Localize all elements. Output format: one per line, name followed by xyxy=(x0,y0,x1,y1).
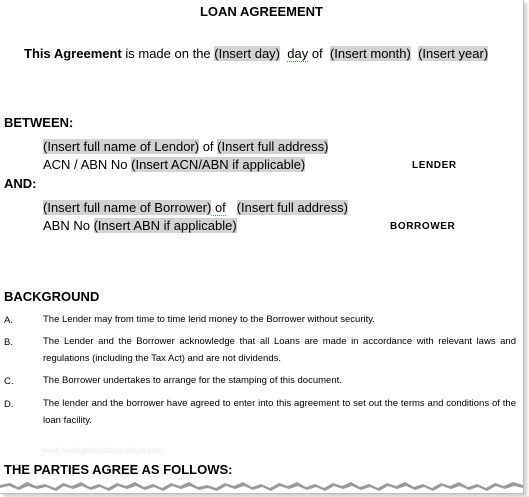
borrower-of-word: of xyxy=(211,200,226,215)
and-heading: AND: xyxy=(4,176,37,191)
item-text-b: The Lender and the Borrower acknowledge that all Loans are made in accordance with relevant laws and regulations (including the Tax Act) and are not dividends. xyxy=(43,336,516,364)
lender-id-label: ACN / ABN No xyxy=(43,157,132,172)
agreement-date-line xyxy=(24,46,488,61)
between-heading: BETWEEN: xyxy=(4,115,74,130)
agreement-lead-text: is made on the xyxy=(121,46,215,61)
torn-edge xyxy=(0,476,523,493)
item-text-d: The lender and the borrower have agreed to enter into this agreement to set out the terms and conditions of the loan facility. xyxy=(43,398,516,426)
borrower-address-placeholder[interactable]: (Insert full address) xyxy=(236,200,348,215)
lender-of-word: of xyxy=(199,139,218,154)
lender-role-label: LENDER xyxy=(412,160,457,171)
agreement-lead: This Agreement xyxy=(24,46,122,61)
item-letter-c: C. xyxy=(4,376,14,387)
borrower-name-placeholder[interactable]: (Insert full name of Borrower) xyxy=(43,200,212,215)
borrower-id-label: ABN No xyxy=(43,218,94,233)
borrower-name-line xyxy=(43,200,348,215)
item-letter-b: B. xyxy=(4,337,13,348)
insert-month-placeholder[interactable]: (Insert month) xyxy=(329,46,411,61)
lender-id-placeholder[interactable]: (Insert ACN/ABN if applicable) xyxy=(131,157,306,172)
borrower-role-label: BORROWER xyxy=(390,221,456,232)
item-text-a: The Lender may from time to time lend money to the Borrower without security. xyxy=(43,314,375,325)
lender-id-line xyxy=(43,157,305,172)
lender-address-placeholder[interactable]: (Insert full address) xyxy=(217,139,329,154)
item-letter-a: A. xyxy=(4,315,13,326)
day-word: day xyxy=(287,46,309,61)
insert-year-placeholder[interactable]: (Insert year) xyxy=(418,46,489,61)
document-title: LOAN AGREEMENT xyxy=(199,4,324,19)
lender-name-placeholder[interactable]: (Insert full name of Lendor) xyxy=(43,139,200,154)
borrower-id-placeholder[interactable]: (Insert ABN if applicable) xyxy=(93,218,237,233)
lender-name-line xyxy=(43,139,328,154)
item-letter-d: D. xyxy=(4,399,14,410)
watermark: www.heritagechristiancollege.com xyxy=(42,446,163,455)
background-heading: BACKGROUND xyxy=(4,289,100,304)
of-word: of xyxy=(308,46,327,61)
item-text-c: The Borrower undertakes to arrange for the stamping of this document. xyxy=(43,375,342,386)
agree-heading: THE PARTIES AGREE AS FOLLOWS: xyxy=(4,462,233,477)
insert-day-placeholder[interactable]: (Insert day) xyxy=(214,46,281,61)
borrower-id-line xyxy=(43,218,237,233)
